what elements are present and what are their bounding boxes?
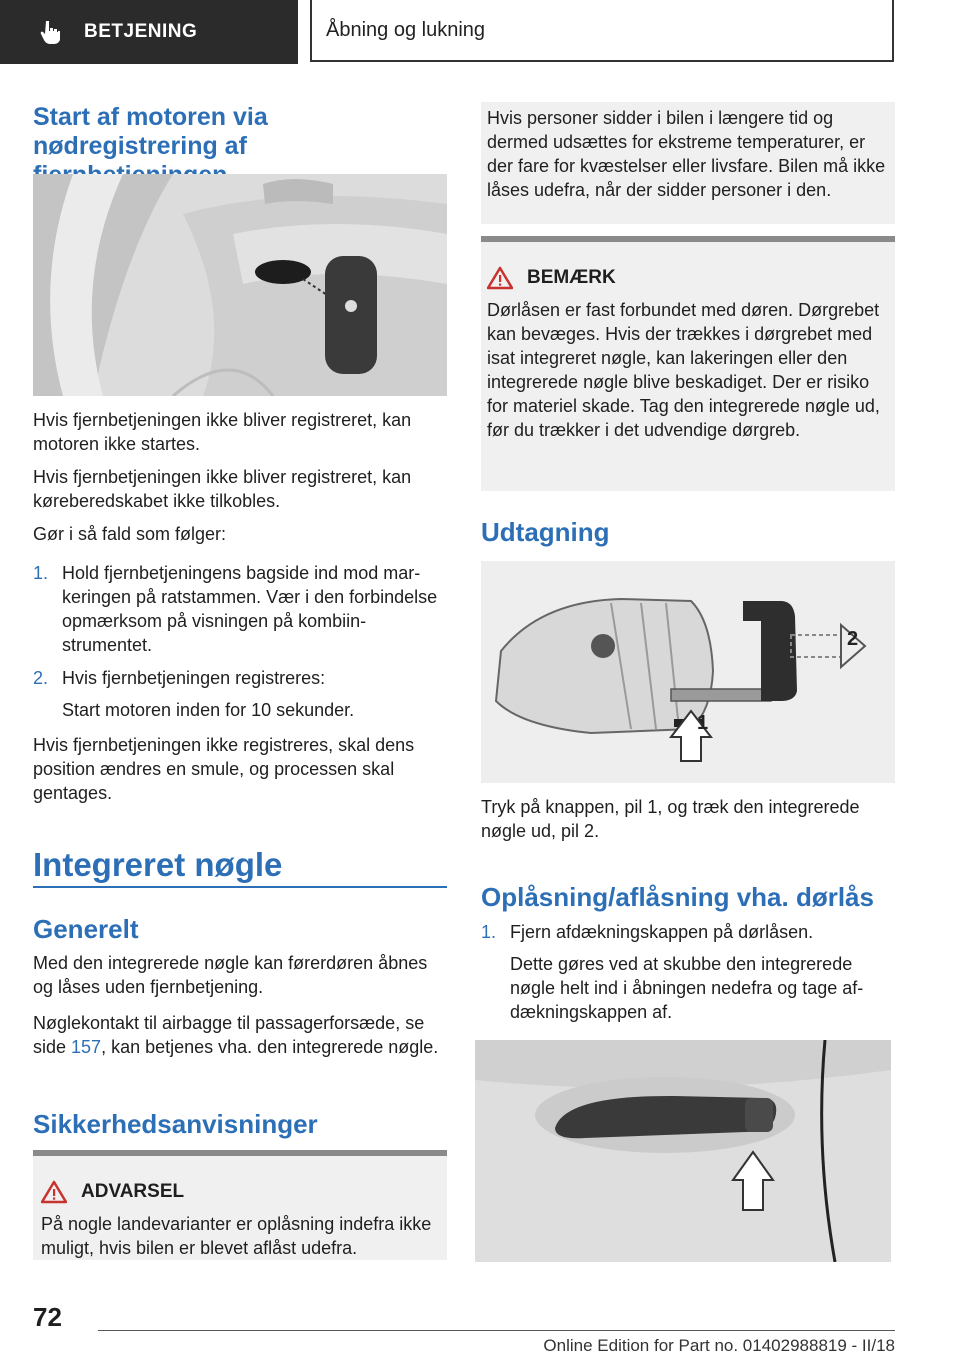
section-label: BETJENING [84,21,198,42]
footer-divider [98,1330,895,1331]
arrow-label-2: 2 [847,628,859,650]
list-item [481,920,895,1024]
paragraph-airbag-switch [33,1011,447,1059]
door-handle-illustration [475,1040,891,1262]
note-box [481,236,895,491]
key-removal-drawing [481,561,895,783]
arrow-label-1: 1 [697,712,709,734]
chapter-title: Åbning og lukning [326,18,486,41]
note-text: Dørlåsen er fast forbundet med døren. Dørgrebet kan bevæges. Hvis der trækkes i dørgrebet med isat integreret nøgle, kan lakeringen eller den integrerede nøgle blive beskadiget. Der er risiko for materiel skade. Tag den integrerede nøgle ud, før du trækker i det udvendige dørgreb. [487,300,880,440]
key-removal-illustration [481,561,895,783]
warning-box-continued [481,102,895,224]
note-title-row [487,266,889,290]
warning-title: ADVARSEL [81,1181,185,1202]
paragraph-reposition: Hvis fjernbetjeningen ikke registreres, skal dens position ændres en smule, og processen skal gentages. [33,735,415,803]
heading-door-lock: Oplåsning/aflåsning vha. dørlås [481,882,874,912]
step-text: Hvis fjernbetjeningen registreres: [62,668,326,688]
paragraph-not-registered-start: Hvis fjernbetjeningen ikke bliver registreret, kan motoren ikke startes. [33,410,412,454]
heading-general: Generelt [33,914,139,944]
warning-box [33,1150,447,1260]
step-number: 1. [481,922,497,942]
step-subtext: Start motoren inden for 10 sekunder. [62,700,355,720]
door-handle-drawing [475,1040,891,1262]
heading-emergency-start: Start af motoren via nødregistrering af [33,103,268,160]
section-tab [0,0,298,64]
hand-pointer-icon [38,19,62,45]
caution-triangle-icon [487,266,513,290]
step-number: 2. [33,668,49,688]
page-number: 72 [33,1302,62,1332]
page-link-157[interactable]: 157 [71,1037,102,1057]
warning-triangle-icon [41,1180,67,1204]
paragraph-do-as-follows: Gør i så fald som følger: [33,524,227,544]
heading-safety: Sikkerhedsanvisninger [33,1109,318,1139]
step-text: Fjern afdækningskappen på dørlåsen. [510,922,814,942]
heading-integrated-key: Integreret nøgle [33,846,283,883]
paragraph-not-registered-ready: Hvis fjernbetjeningen ikke bliver registreret, kan køreberedskabet ikke tilkobles. [33,467,412,511]
steps-list-emergency [33,561,447,722]
paragraph-press-button: Tryk på knappen, pil 1, og træk den integrerede nøgle ud, pil 2. [481,797,860,841]
warning-title-row [41,1180,439,1204]
warning-text: På nogle landevarianter er oplåsning indefra ikke muligt, hvis bilen er blevet aflåst udefra. [41,1214,432,1258]
paragraph-key-door: Med den integrerede nøgle kan førerdøren åbnes og låses uden fjernbetjening. [33,953,428,997]
heading-removal: Udtagning [481,517,610,547]
footer-edition: Online Edition for Part no. 01402988819 - II/18 [543,1336,895,1355]
list-item [33,666,447,722]
text-airbag-pre: Nøglekontakt til airbagge til passagerforsæde, se side [33,1013,425,1057]
step-number: 1. [33,563,49,583]
note-title: BEMÆRK [527,267,616,288]
steps-list-door-lock [481,920,895,1024]
steering-column-illustration [33,174,447,396]
steering-column-drawing [33,174,447,396]
step-subtext: Dette gøres ved at skubbe den integrerede nøgle helt ind i åbningen nedefra og tage afdækningskappen af. [510,954,864,1022]
list-item [33,561,447,657]
step-text: Hold fjernbetjeningens bagside ind mod markeringen på ratstammen. Vær i den forbindelse opmærksom på visningen på kombiinstrumentet. [62,563,438,655]
text-airbag-post: , kan betjenes vha. den integrerede nøgle. [101,1037,439,1057]
heading-underline [33,886,447,888]
warning-continued-text: Hvis personer sidder i bilen i længere tid og dermed udsættes for ekstreme temperaturer, er der fare for kvæstelser eller livsfare. Bilen må ikke låses udefra, når der sidder personer i den. [487,108,886,200]
chapter-header [310,0,894,62]
